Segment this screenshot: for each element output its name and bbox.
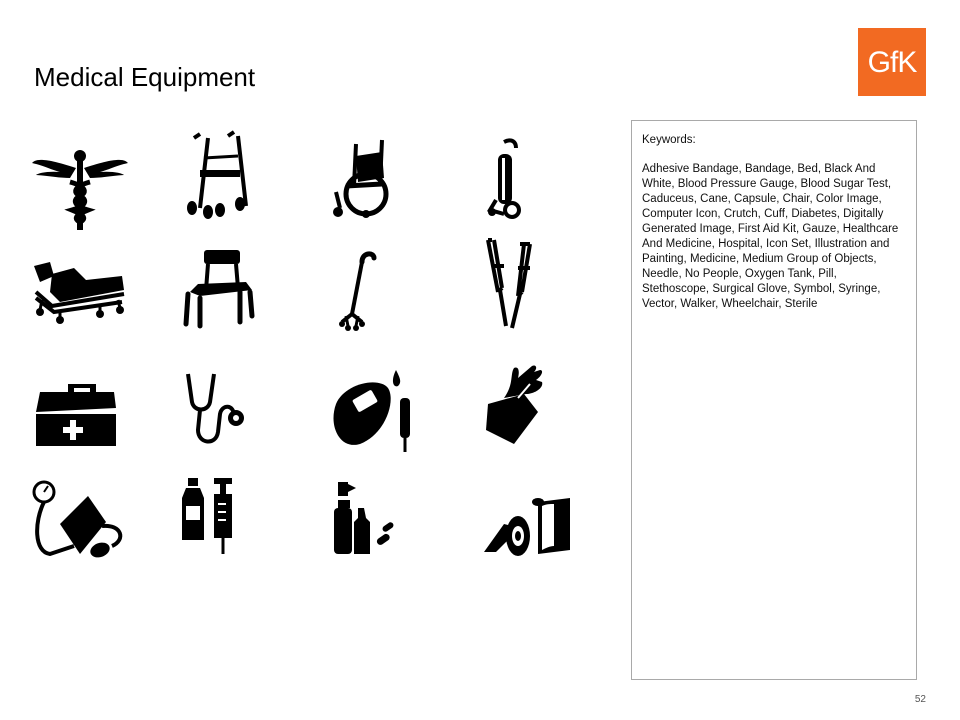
wheelchair-icon bbox=[326, 136, 426, 236]
gfk-logo: GfK bbox=[858, 28, 926, 96]
blood-sugar-test-icon bbox=[326, 364, 426, 464]
medicine-bottles-pills-icon bbox=[326, 474, 426, 574]
first-aid-kit-icon bbox=[30, 364, 130, 464]
chair-icon bbox=[178, 246, 278, 346]
oxygen-tank-icon bbox=[474, 138, 574, 238]
caduceus-icon bbox=[30, 138, 130, 238]
slide-title: Medical Equipment bbox=[34, 62, 256, 92]
surgical-glove-box-icon bbox=[474, 364, 574, 464]
icon-grid bbox=[30, 128, 590, 568]
bandage-roll-icon bbox=[474, 474, 574, 574]
page-number: 52 bbox=[914, 694, 926, 705]
stethoscope-icon bbox=[178, 364, 278, 464]
walker-icon bbox=[178, 128, 278, 228]
cane-icon bbox=[326, 246, 426, 346]
keywords-label: Keywords: bbox=[642, 134, 696, 146]
keywords-panel bbox=[631, 120, 917, 680]
blood-pressure-gauge-icon bbox=[30, 474, 130, 574]
crutches-icon bbox=[474, 236, 574, 336]
keywords-text: Adhesive Bandage, Bandage, Bed, Black And White, Blood Pressure Gauge, Blood Sugar Test, Caduceus, Cane, Capsule, Chair, Color Image, Computer Icon, Crutch, Cuff, Diabetes, Digitally Generated Image, First Aid Kit, Gauze, Healthcare And Medicine, Hospital, Icon Set, Illustration and Painting, Medicine, Medium Group of Objects, Needle, No People, Oxygen Tank, Pill, Stethoscope, Surgical Glove, Symbol, Syringe, Vector, Walker, Wheelchair, Sterile bbox=[642, 163, 899, 310]
hospital-bed-icon bbox=[30, 246, 130, 346]
bottle-syringe-icon bbox=[178, 474, 278, 574]
